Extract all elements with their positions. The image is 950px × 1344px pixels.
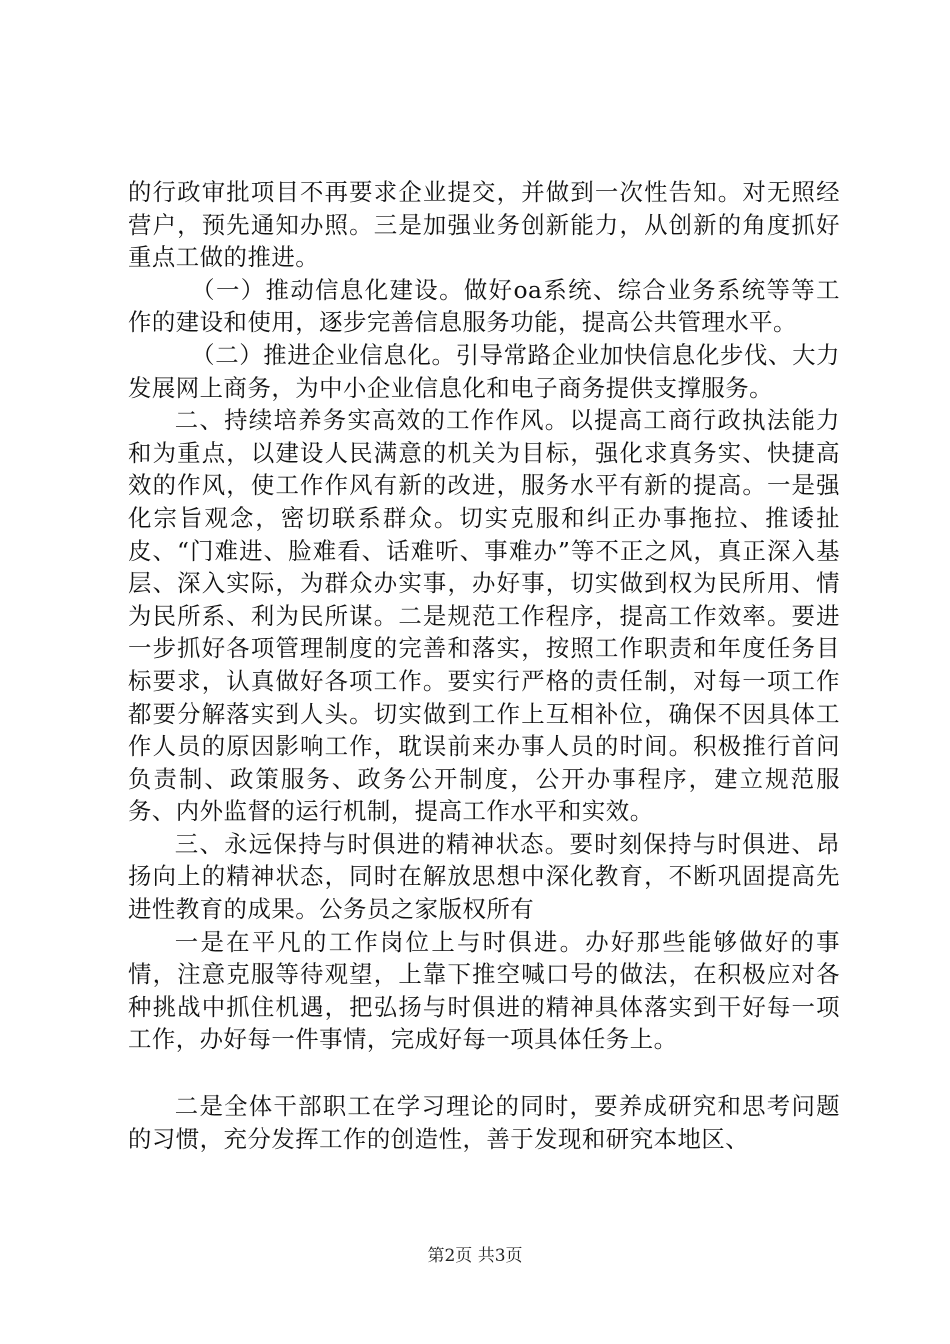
page-number-footer: 第2页 共3页 <box>427 1246 523 1266</box>
paragraph-section-3: 三、永远保持与时俱进的精神状态。要时刻保持与时俱进、昂扬向上的精神状态，同时在解放思想中深化教育，不断巩固提高先进性教育的成果。公务员之家版权所有 <box>128 829 840 924</box>
paragraph-item-1: （一）推动信息化建设。做好oa系统、综合业务系统等等工作的建设和使用，逐步完善信息服务功能，提高公共管理水平。 <box>128 275 840 337</box>
paragraph-continuation: 的行政审批项目不再要求企业提交，并做到一次性告知。对无照经营户，预先通知办照。三是加强业务创新能力，从创新的角度抓好重点工做的推进。 <box>128 178 840 272</box>
paragraph-point-1: 一是在平凡的工作岗位上与时俱进。办好那些能够做好的事情，注意克服等待观望，上靠下推空喊口号的做法，在积极应对各种挑战中抓住机遇，把弘扬与时俱进的精神具体落实到干好每一项工作，办好每一件事情，完成好每一项具体任务上。 <box>128 927 840 1054</box>
paragraph-item-2: （二）推进企业信息化。引导常路企业加快信息化步伐、大力发展网上商务，为中小企业信息化和电子商务提供支撑服务。 <box>128 340 840 402</box>
document-body <box>128 176 840 1155</box>
paragraph-section-2: 二、持续培养务实高效的工作作风。以提高工商行政执法能力和为重点，以建设人民满意的机关为目标，强化求真务实、快捷高效的作风，使工作作风有新的改进，服务水平有新的提高。一是强化宗旨观念，密切联系群众。切实克服和纠正办事拖拉、推诿扯皮、“门难进、脸难看、话难听、事难办”等不正之风，真正深入基层、深入实际，为群众办实事，办好事，切实做到权为民所用、情为民所系、利为民所谋。二是规范工作程序，提高工作效率。要进一步抓好各项管理制度的完善和落实，按照工作职责和年度任务目标要求，认真做好各项工作。要实行严格的责任制，对每一项工作都要分解落实到人头。切实做到工作上互相补位，确保不因具体工作人员的原因影响工作，耽误前来办事人员的时间。积极推行首问负责制、政策服务、政务公开制度，公开办事程序，建立规范服务、内外监督的运行机制，提高工作水平和实效。 <box>128 406 840 826</box>
paragraph-gap <box>128 1056 840 1090</box>
paragraph-point-2: 二是全体干部职工在学习理论的同时，要养成研究和思考问题的习惯，充分发挥工作的创造性，善于发现和研究本地区、 <box>128 1092 840 1153</box>
